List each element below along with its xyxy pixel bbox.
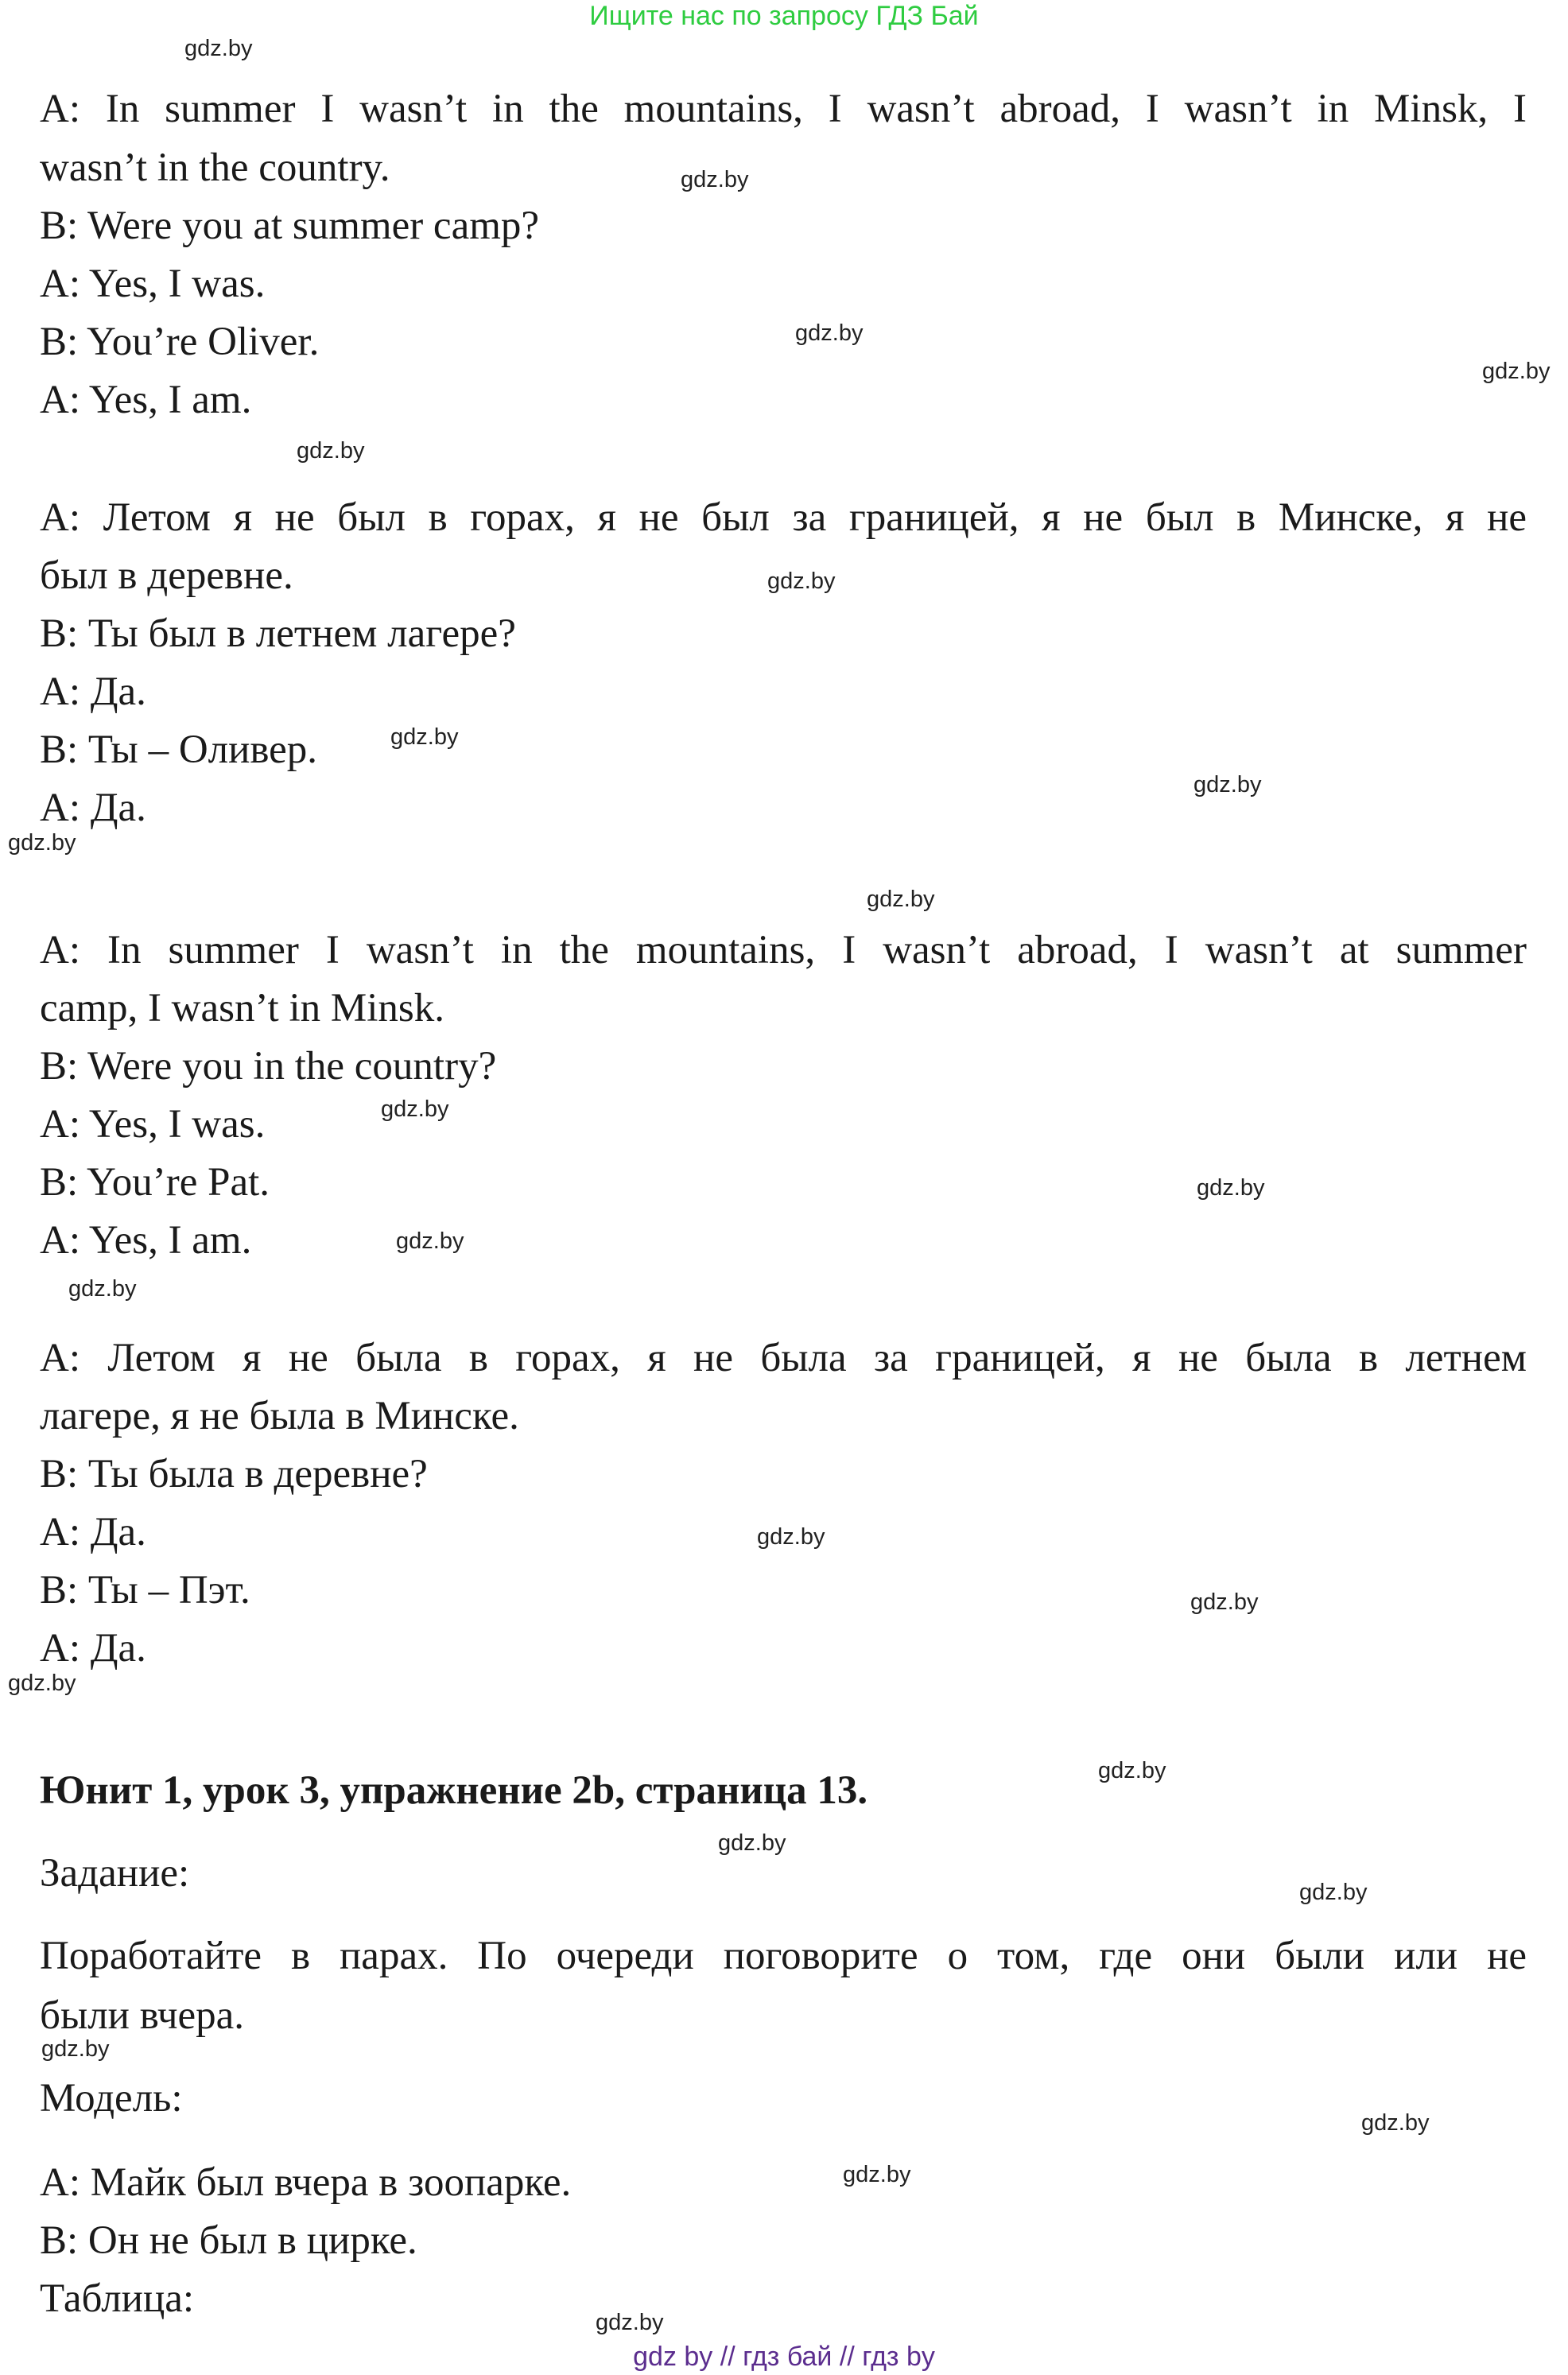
watermark: gdz.by [718,1830,786,1856]
text-line: B: You’re Pat. [40,1160,270,1205]
text-line: был в деревне. [40,553,293,598]
text-line: B: Он не был в цирке. [40,2218,417,2263]
watermark: gdz.by [1482,359,1551,384]
watermark: gdz.by [681,167,749,192]
text-line: A: In summer I wasn’t in the mountains, I wasn’t abroad, I wasn’t at summer [40,928,1527,972]
table-label: Таблица: [40,2276,195,2321]
watermark: gdz.by [843,2162,911,2187]
watermark: gdz.by [1197,1175,1265,1201]
text-line: A: Да. [40,1626,146,1671]
task-label: Задание: [40,1851,190,1896]
watermark: gdz.by [1098,1758,1166,1783]
text-line: wasn’t in the country. [40,146,390,190]
watermark: gdz.by [396,1228,464,1254]
watermark: gdz.by [184,36,253,61]
text-line: B: Ты – Пэт. [40,1568,250,1612]
text-line: A: In summer I wasn’t in the mountains, I wasn’t abroad, I wasn’t in Minsk, I [40,87,1527,131]
text-line: A: Yes, I am. [40,1218,252,1263]
text-line: A: Да. [40,1510,146,1554]
text-line: A: Да. [40,669,146,714]
text-line: B: Were you at summer camp? [40,204,540,248]
text-line: A: Yes, I was. [40,1102,266,1147]
text-line: лагере, я не была в Минске. [40,1394,519,1438]
watermark: gdz.by [297,438,365,464]
watermark: gdz.by [867,887,935,912]
watermark: gdz.by [1193,772,1262,797]
watermark: gdz.by [8,830,76,856]
watermark: gdz.by [41,2036,110,2062]
text-line: A: Yes, I was. [40,262,266,306]
text-line: A: Майк был вчера в зоопарке. [40,2160,572,2205]
search-banner[interactable]: Ищите нас по запросу ГДЗ Бай [589,1,979,31]
text-line: A: Летом я не была в горах, я не была за границей, я не была в летнем [40,1336,1527,1380]
watermark: gdz.by [1299,1880,1368,1905]
watermark: gdz.by [757,1524,825,1550]
text-line: были вчера. [40,1993,245,2038]
text-line: A: Yes, I am. [40,378,252,422]
watermark: gdz.by [1361,2110,1430,2136]
text-line: B: Ты – Оливер. [40,728,318,772]
model-label: Модель: [40,2076,183,2121]
text-line: A: Да. [40,786,146,830]
text-line: Поработайте в парах. По очереди поговорите о том, где они были или не [40,1934,1527,1978]
text-line: A: Летом я не был в горах, я не был за границей, я не был в Минске, я не [40,495,1527,540]
text-line: B: You’re Oliver. [40,320,320,364]
watermark: gdz.by [68,1276,137,1302]
text-line: camp, I wasn’t in Minsk. [40,986,445,1030]
watermark: gdz.by [390,724,459,750]
text-line: B: Ты был в летнем лагере? [40,611,516,656]
text-line: B: Ты была в деревне? [40,1452,428,1496]
watermark: gdz.by [381,1096,449,1122]
watermark: gdz.by [795,320,864,346]
watermark: gdz.by [767,569,836,594]
watermark: gdz.by [596,2310,664,2335]
watermark: gdz.by [1190,1589,1259,1615]
text-line: B: Were you in the country? [40,1044,497,1089]
section-heading: Юнит 1, урок 3, упражнение 2b, страница 13. [40,1768,868,1813]
footer-links[interactable]: gdz by // гдз бай // гдз by [633,2342,935,2372]
watermark: gdz.by [8,1671,76,1696]
